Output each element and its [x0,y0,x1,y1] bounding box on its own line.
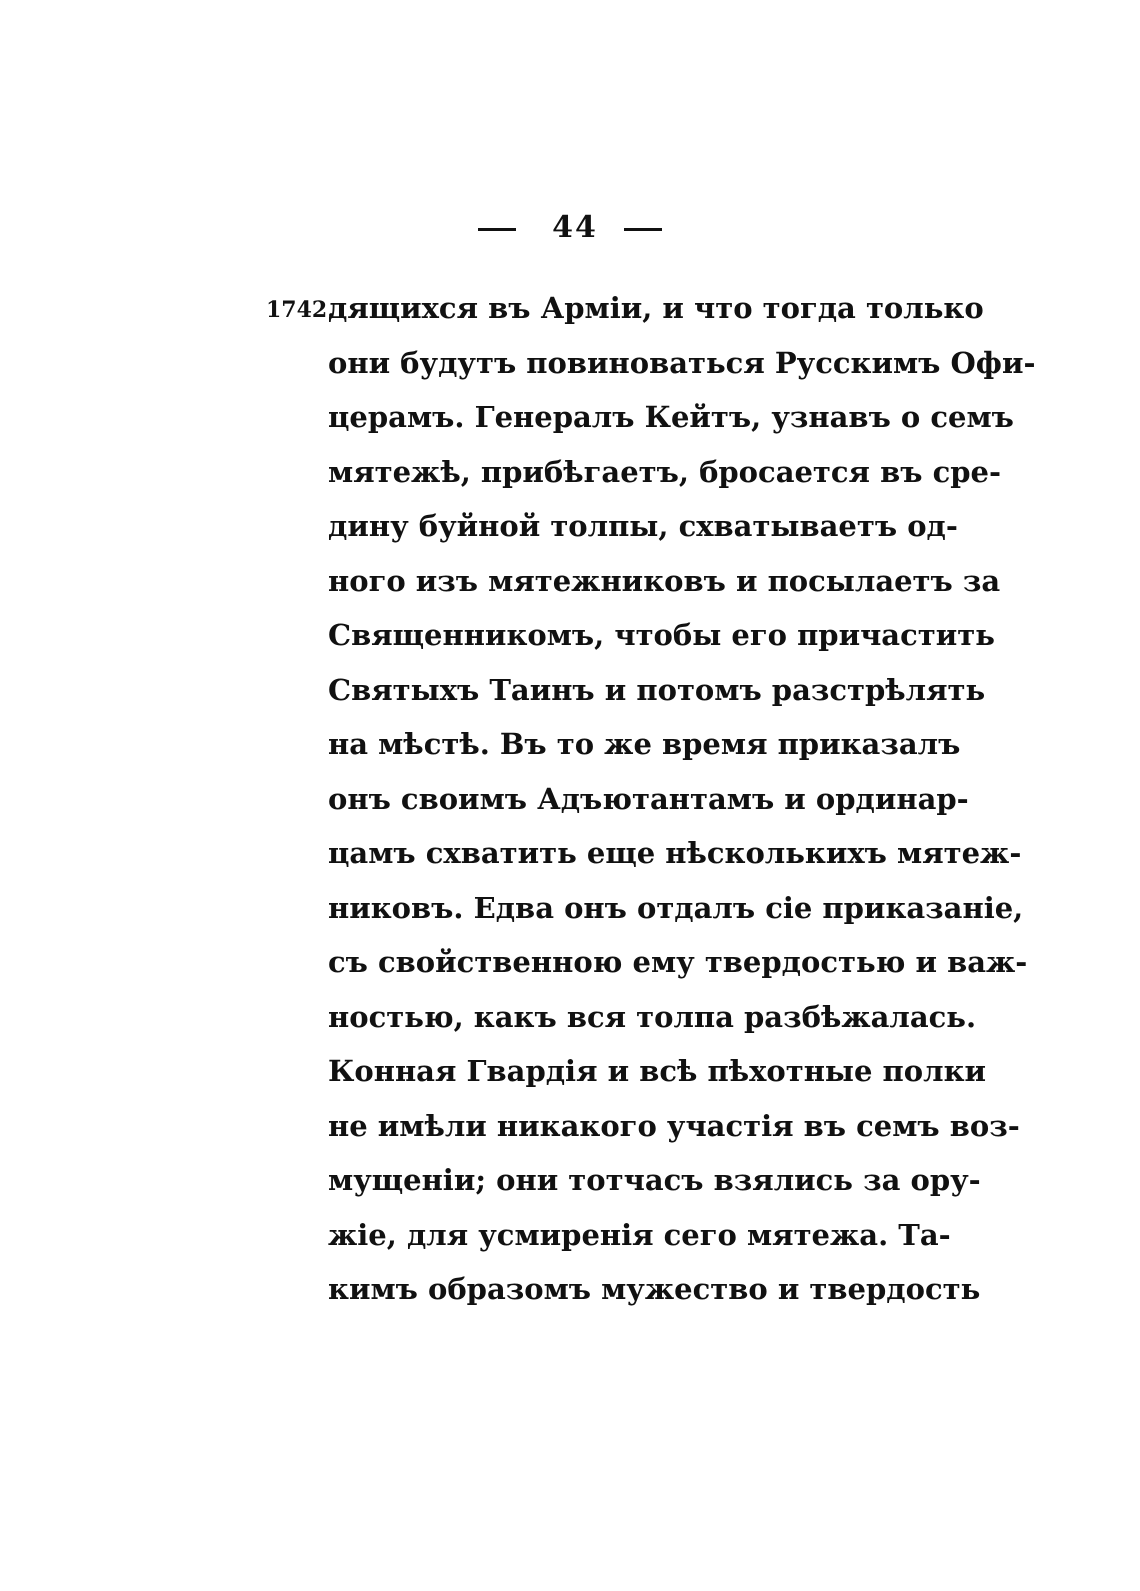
text-line: Святыхъ Таинъ и потомъ разстрѣлять [328,672,986,707]
header-left-dash [478,228,516,231]
text-line: цамъ схватить еще нѣсколькихъ мятеж- [328,836,1022,870]
page-header [0,208,1140,248]
text-line: на мѣстѣ. Въ то же время приказалъ [328,727,961,761]
text-line: Конная Гвардія и всѣ пѣхотные полки [328,1054,987,1088]
text-line: онъ своимъ Адъютантамъ и ординар- [328,781,969,816]
text-line: дину буйной толпы, схватываетъ од- [328,509,958,543]
text-line: съ свойственною ему твердостью и важ- [328,945,1028,979]
text-line: кимъ образомъ мужество и твердость [328,1272,981,1306]
text-line: мущеніи; они тотчасъ взялись за ору- [328,1163,981,1197]
text-line: они будутъ повиноваться Русскимъ Офи- [328,345,1036,380]
text-line: не имѣли никакого участія въ семъ воз- [328,1108,1020,1143]
page-number: 44 [552,210,598,245]
body-text [328,286,1036,1322]
margin-year-note: 1742. [266,297,335,323]
text-line: мятежѣ, прибѣгаетъ, бросается въ сре- [328,454,1001,489]
header-right-dash [624,228,662,231]
text-line: Священникомъ, чтобы его причастить [328,618,995,652]
text-line: дящихся въ Арміи, и что тогда только [328,291,984,325]
text-line: ностью, какъ вся толпа разбѣжалась. [328,999,977,1034]
text-line: жіе, для усмиренія сего мятежа. Та- [328,1217,951,1252]
text-line: никовъ. Едва онъ отдалъ сіе приказаніе, [328,890,1024,925]
text-line: церамъ. Генералъ Кейтъ, узнавъ о семъ [328,400,1014,434]
text-line: ного изъ мятежниковъ и посылаетъ за [328,563,1001,598]
